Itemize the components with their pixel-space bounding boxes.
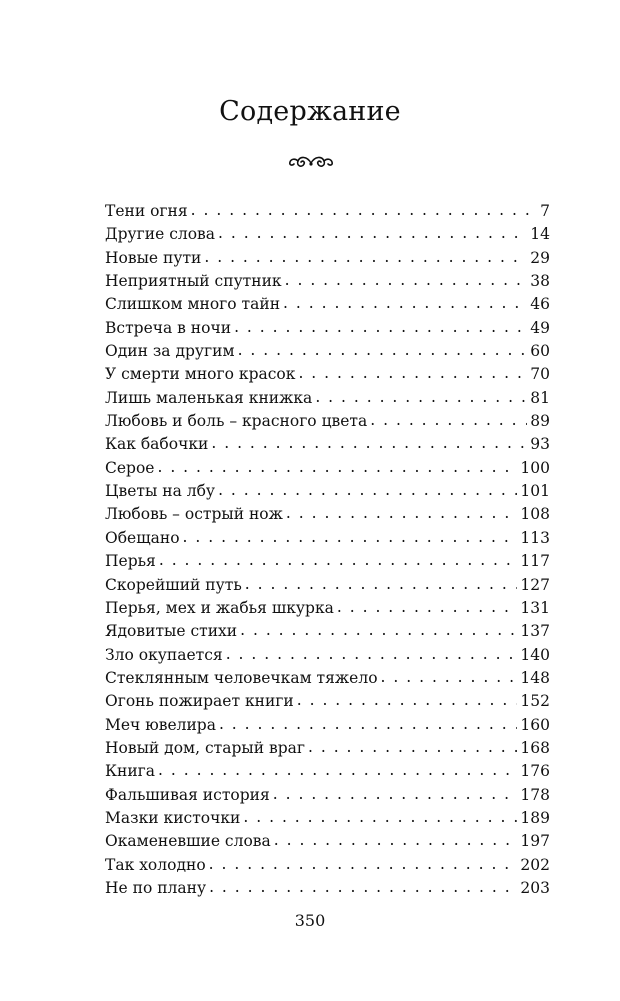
- toc-entry-title: Любовь – острый нож: [105, 505, 283, 524]
- toc-entry-page: 168: [520, 738, 550, 757]
- toc-entry-page: 137: [520, 622, 550, 641]
- toc-leader-dots: [240, 619, 517, 642]
- toc-entry: [105, 387, 550, 410]
- toc-entry-page: 202: [520, 855, 550, 874]
- toc-entry: [105, 597, 550, 620]
- toc-entry: [105, 433, 550, 456]
- toc-leader-dots: [218, 222, 527, 245]
- toc-entry-title: У смерти много красок: [105, 365, 296, 384]
- toc-leader-dots: [298, 362, 527, 385]
- toc-entry: [105, 644, 550, 667]
- toc-entry: [105, 363, 550, 386]
- toc-entry: [105, 667, 550, 690]
- toc-leader-dots: [157, 456, 517, 479]
- toc-entry-page: 100: [520, 458, 550, 477]
- toc-entry-title: Так холодно: [105, 855, 206, 874]
- toc-entry-title: Книга: [105, 762, 156, 781]
- toc-entry: [105, 200, 550, 223]
- toc-leader-dots: [204, 246, 527, 269]
- toc-leader-dots: [285, 269, 528, 292]
- toc-entry: [105, 550, 550, 573]
- toc-leader-dots: [159, 549, 518, 572]
- toc-entry-title: Фальшивая история: [105, 785, 270, 804]
- toc-leader-dots: [243, 806, 517, 829]
- toc-leader-dots: [274, 829, 518, 852]
- toc-entry: [105, 410, 550, 433]
- toc-leader-dots: [219, 713, 517, 736]
- toc-entry-title: Окаменевшие слова: [105, 832, 271, 851]
- toc-entry-title: Стеклянным человечкам тяжело: [105, 668, 378, 687]
- toc-entry: [105, 760, 550, 783]
- toc-entry-page: 176: [520, 762, 550, 781]
- toc-entry-title: Ядовитые стихи: [105, 622, 238, 641]
- toc-entry-title: Новый дом, старый враг: [105, 738, 305, 757]
- toc-entry-title: Один за другим: [105, 342, 235, 361]
- toc-entry-title: Другие слова: [105, 225, 216, 244]
- toc-entry-title: Цветы на лбу: [105, 482, 216, 501]
- toc-entry: [105, 737, 550, 760]
- toc-entry-page: 89: [530, 412, 550, 431]
- toc-entry-title: Встреча в ночи: [105, 318, 232, 337]
- toc-entry: [105, 620, 550, 643]
- toc-leader-dots: [337, 596, 518, 619]
- toc-entry-page: 127: [520, 575, 550, 594]
- toc-entry-page: 148: [520, 668, 550, 687]
- toc-entry: [105, 457, 550, 480]
- toc-entry: [105, 807, 550, 830]
- toc-entry-page: 189: [520, 808, 550, 827]
- toc-entry: [105, 527, 550, 550]
- flourish-ornament-icon: [286, 150, 336, 172]
- toc-leader-dots: [158, 759, 517, 782]
- toc-leader-dots: [238, 339, 528, 362]
- toc-entry-page: 140: [520, 645, 550, 664]
- toc-entry-title: Не по плану: [105, 878, 207, 897]
- toc-entry: [105, 574, 550, 597]
- toc-leader-dots: [218, 479, 517, 502]
- toc-entry-title: Как бабочки: [105, 435, 209, 454]
- toc-entry-page: 60: [530, 342, 550, 361]
- toc-entry-title: Тени огня: [105, 202, 188, 220]
- toc-leader-dots: [297, 689, 518, 712]
- toc-entry-title: Неприятный спутник: [105, 272, 282, 291]
- toc-entry: [105, 340, 550, 363]
- toc-entry-page: 117: [520, 552, 550, 571]
- toc-entry: [105, 714, 550, 737]
- toc-entry-title: Меч ювелира: [105, 715, 216, 734]
- toc-entry-title: Слишком много тайн: [105, 295, 281, 314]
- toc-entry: [105, 247, 550, 270]
- toc-entry-page: 81: [530, 388, 550, 407]
- toc-entry-title: Лишь маленькая книжка: [105, 388, 313, 407]
- toc-entry-page: 108: [520, 505, 550, 524]
- table-of-contents: [105, 200, 550, 900]
- toc-entry-page: 7: [540, 202, 550, 220]
- page-number: 350: [294, 911, 326, 930]
- toc-leader-dots: [273, 783, 518, 806]
- toc-entry: [105, 503, 550, 526]
- toc-entry: [105, 270, 550, 293]
- toc-leader-dots: [234, 316, 527, 339]
- toc-leader-dots: [209, 876, 517, 899]
- toc-leader-dots: [211, 432, 527, 455]
- toc-entry-title: Перья: [105, 552, 156, 571]
- toc-entry-title: Скорейший путь: [105, 575, 242, 594]
- toc-entry-title: Мазки кисточки: [105, 808, 241, 827]
- toc-leader-dots: [286, 502, 518, 525]
- toc-entry-page: 70: [530, 365, 550, 384]
- toc-entry: [105, 223, 550, 246]
- toc-entry-page: 14: [530, 225, 550, 244]
- toc-entry: [105, 854, 550, 877]
- toc-entry-title: Перья, мех и жабья шкурка: [105, 598, 334, 617]
- toc-entry-page: 46: [530, 295, 550, 314]
- toc-entry-page: 93: [530, 435, 550, 454]
- toc-entry-page: 131: [520, 598, 550, 617]
- toc-entry: [105, 317, 550, 340]
- toc-entry-page: 49: [530, 318, 550, 337]
- toc-entry-title: Любовь и боль – красного цвета: [105, 412, 368, 431]
- toc-entry-page: 113: [520, 528, 550, 547]
- toc-entry-page: 197: [520, 832, 550, 851]
- toc-entry-title: Обещано: [105, 528, 180, 547]
- toc-entry-page: 101: [520, 482, 550, 501]
- toc-entry-page: 38: [530, 272, 550, 291]
- toc-entry-title: Новые пути: [105, 248, 202, 267]
- page-title: Содержание: [219, 96, 401, 127]
- toc-entry-page: 29: [530, 248, 550, 267]
- toc-entry-title: Серое: [105, 458, 155, 477]
- toc-entry: [105, 293, 550, 316]
- toc-leader-dots: [308, 736, 517, 759]
- toc-entry-page: 178: [520, 785, 550, 804]
- toc-entry: [105, 690, 550, 713]
- toc-leader-dots: [245, 573, 518, 596]
- toc-entry: [105, 830, 550, 853]
- toc-entry-page: 160: [520, 715, 550, 734]
- toc-leader-dots: [370, 409, 527, 432]
- toc-leader-dots: [226, 643, 518, 666]
- toc-entry-title: Зло окупается: [105, 645, 223, 664]
- toc-leader-dots: [315, 386, 527, 409]
- toc-leader-dots: [381, 666, 518, 689]
- toc-entry-page: 152: [520, 692, 550, 711]
- toc-entry: [105, 784, 550, 807]
- toc-leader-dots: [183, 526, 518, 549]
- toc-leader-dots: [283, 292, 527, 315]
- toc-entry-page: 203: [520, 878, 550, 897]
- toc-entry: [105, 877, 550, 900]
- toc-leader-dots: [191, 199, 537, 222]
- toc-entry: [105, 480, 550, 503]
- toc-entry-title: Огонь пожирает книги: [105, 692, 294, 711]
- toc-leader-dots: [209, 853, 518, 876]
